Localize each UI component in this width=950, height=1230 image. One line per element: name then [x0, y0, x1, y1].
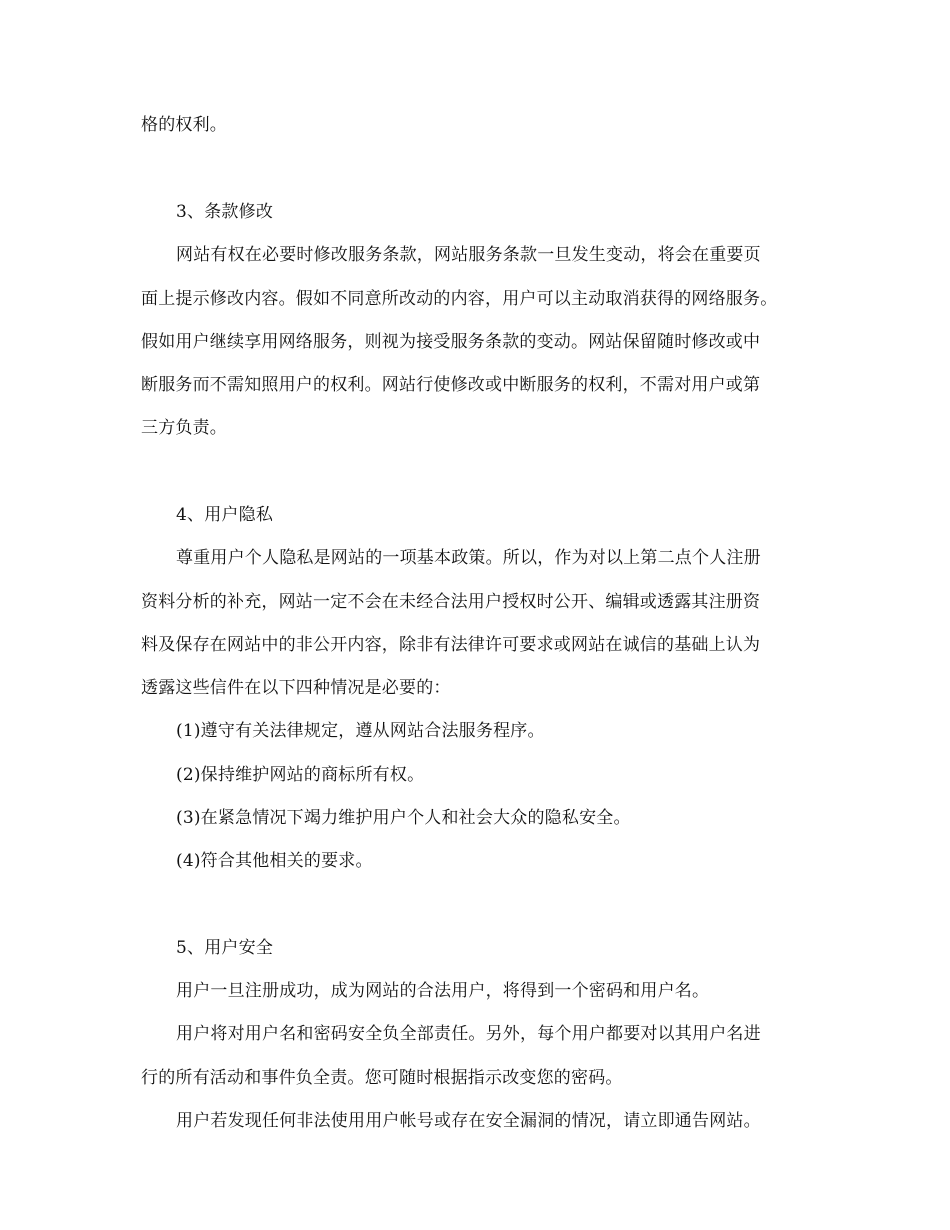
text-line: 尊重用户个人隐私是网站的一项基本政策。所以，作为对以上第二点个人注册	[176, 548, 761, 568]
text-line: 用户若发现任何非法使用用户帐号或存在安全漏洞的情况，请立即通告网站。	[176, 1111, 761, 1131]
section-heading: 3、条款修改	[176, 202, 274, 222]
text-line: 格的权利。	[141, 115, 227, 135]
text-line: 用户将对用户名和密码安全负全部责任。另外，每个用户都要对以其用户名进	[176, 1024, 761, 1044]
text-line: 透露这些信件在以下四种情况是必要的：	[141, 678, 451, 698]
list-item: (2)保持维护网站的商标所有权。	[176, 765, 425, 785]
text-line: 资料分析的补充，网站一定不会在未经合法用户授权时公开、编辑或透露其注册资	[141, 592, 761, 612]
text-line: 料及保存在网站中的非公开内容，除非有法律许可要求或网站在诚信的基础上认为	[141, 635, 761, 655]
text-line: 假如用户继续享用网络服务，则视为接受服务条款的变动。网站保留随时修改或中	[141, 332, 761, 352]
text-line: 面上提示修改内容。假如不同意所改动的内容，用户可以主动取消获得的网络服务。	[141, 289, 778, 309]
section-heading: 5、用户安全	[176, 938, 274, 958]
text-line: 三方负责。	[141, 418, 227, 438]
text-line: 用户一旦注册成功，成为网站的合法用户，将得到一个密码和用户名。	[176, 981, 710, 1001]
text-line: 断服务而不需知照用户的权利。网站行使修改或中断服务的权利，不需对用户或第	[141, 375, 761, 395]
text-line: 网站有权在必要时修改服务条款，网站服务条款一旦发生变动，将会在重要页	[176, 245, 761, 265]
text-line: 行的所有活动和事件负全责。您可随时根据指示改变您的密码。	[141, 1068, 623, 1088]
section-heading: 4、用户隐私	[176, 505, 274, 525]
list-item: (4)符合其他相关的要求。	[176, 851, 373, 871]
list-item: (3)在紧急情况下竭力维护用户个人和社会大众的隐私安全。	[176, 808, 631, 828]
list-item: (1)遵守有关法律规定，遵从网站合法服务程序。	[176, 721, 545, 741]
